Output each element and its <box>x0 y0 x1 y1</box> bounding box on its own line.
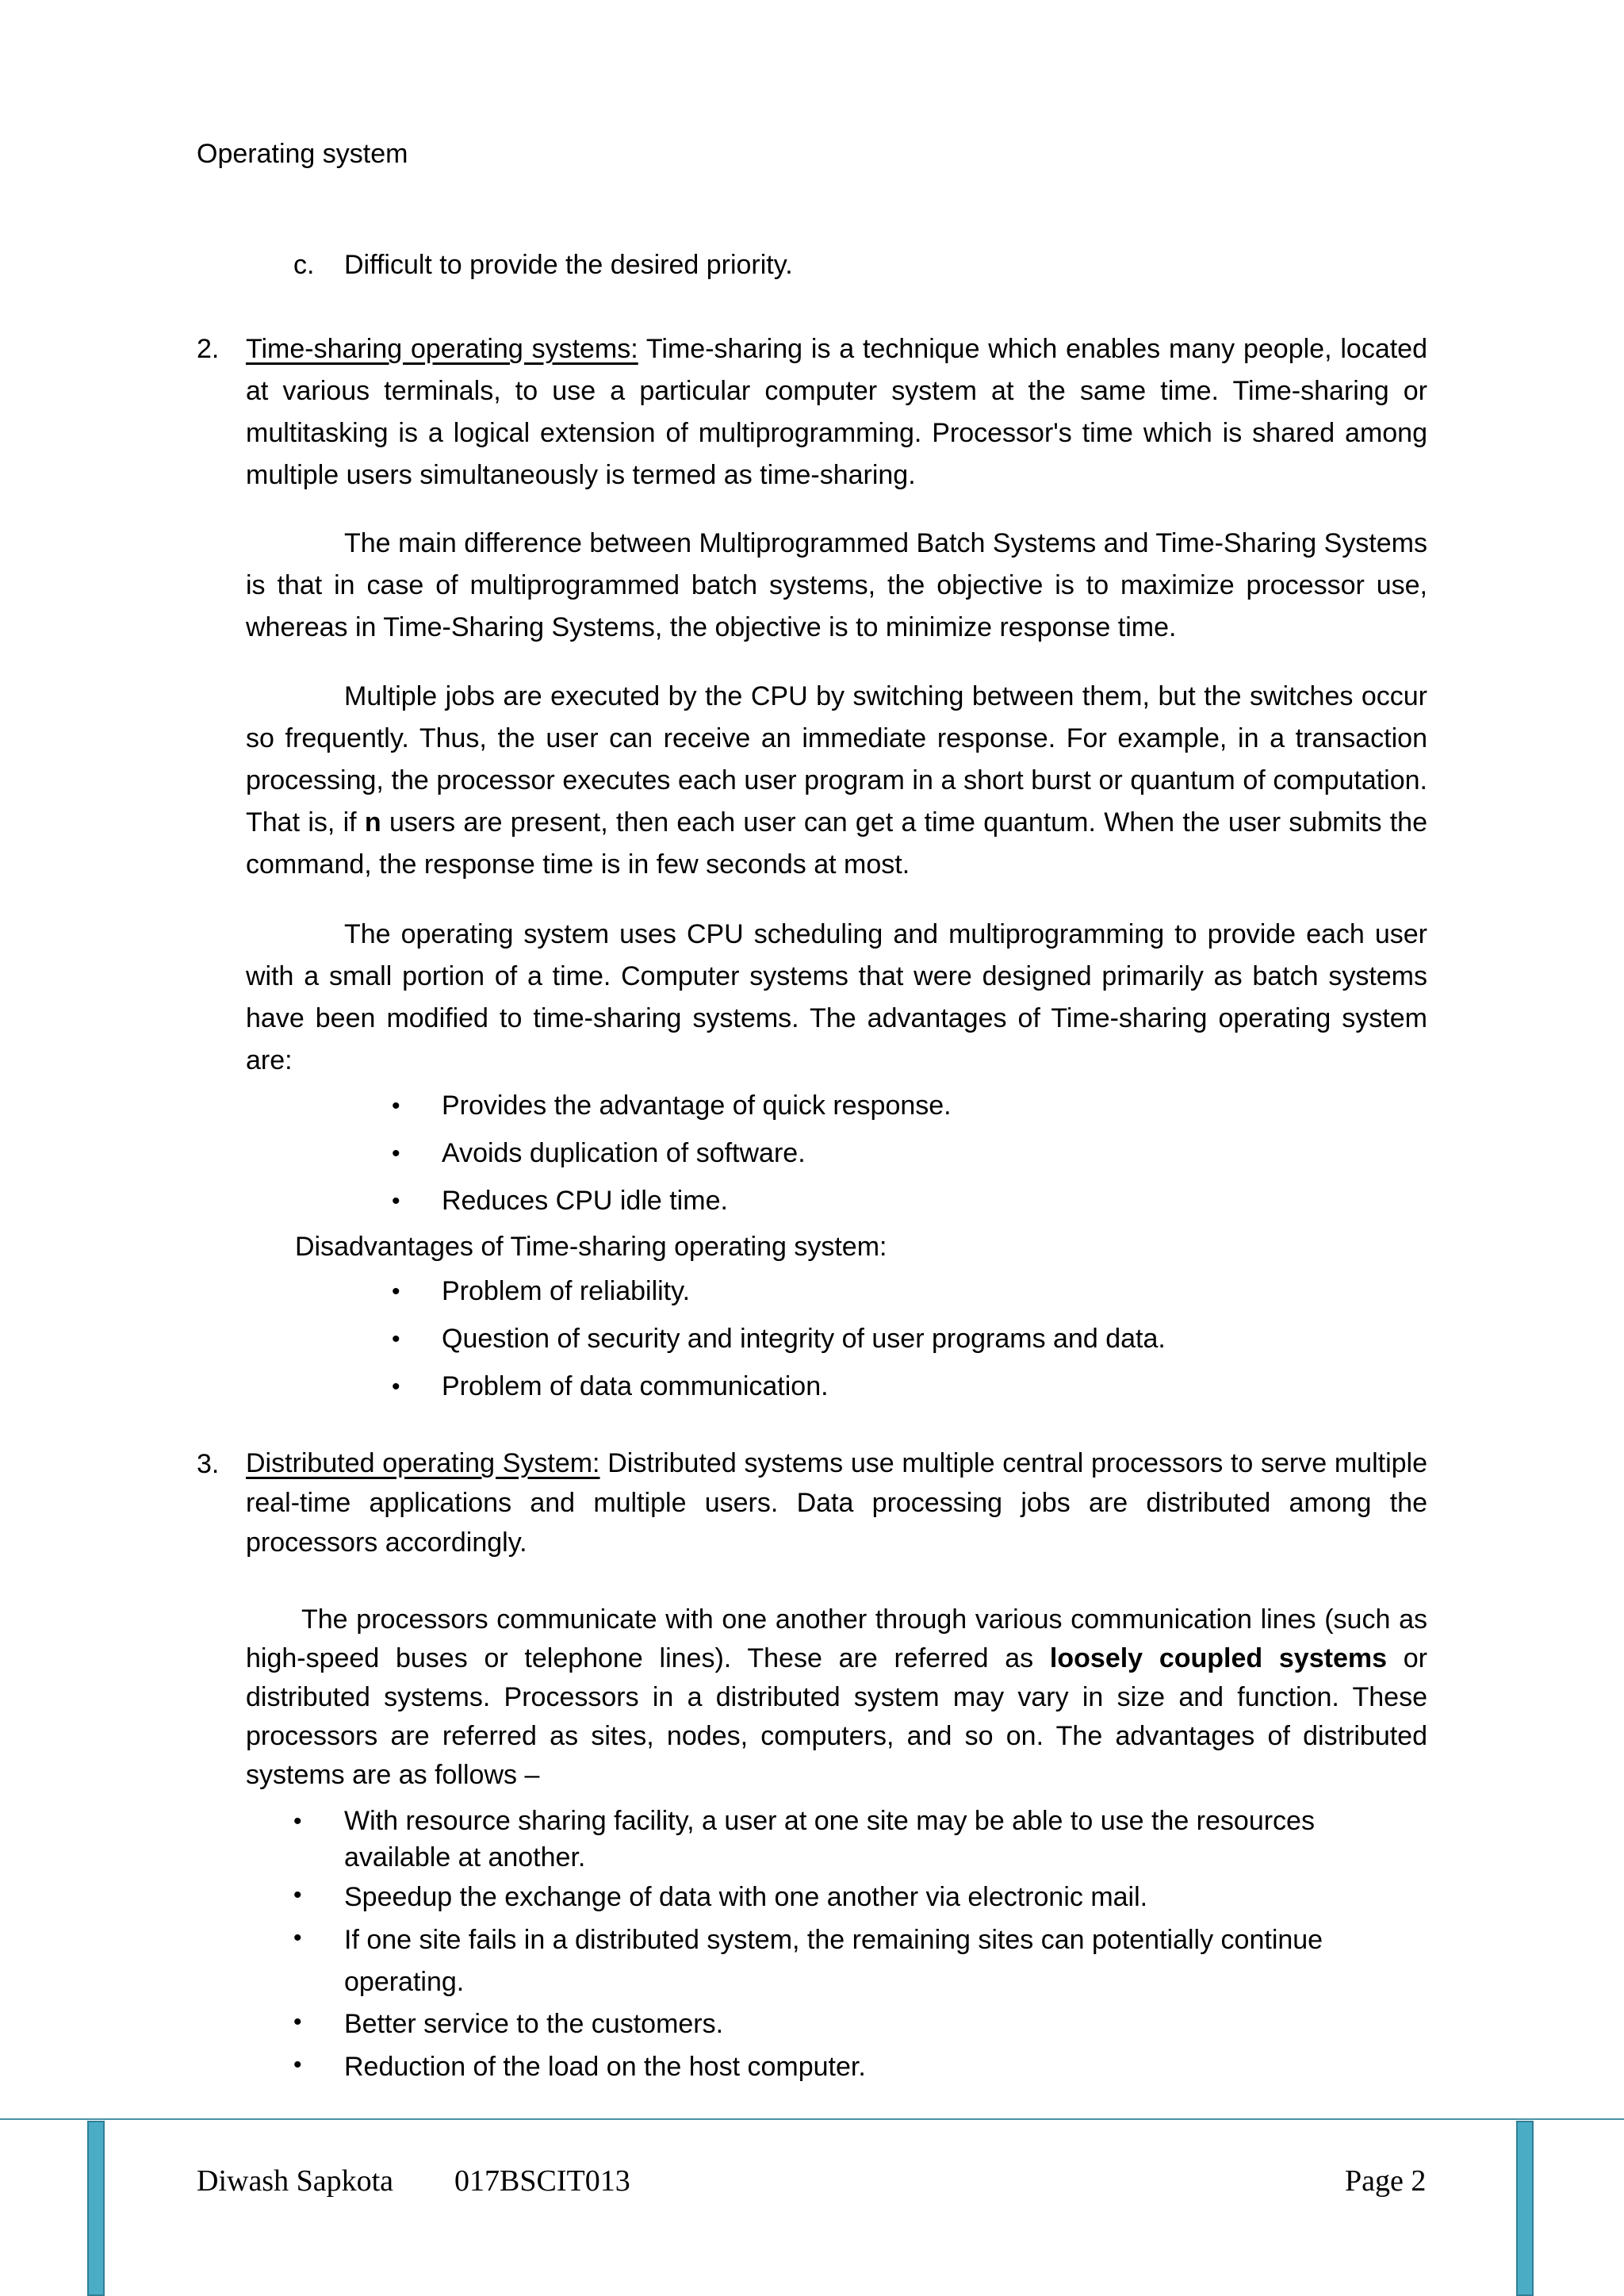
section-3-para-1-text-a: The processors communicate with one another through various communication lines (such as high-speed buses or telephone lines). These are referred as <box>246 1604 1427 1673</box>
section-2-disadvantages-title: Disadvantages of Time-sharing operating system: <box>295 1232 887 1262</box>
bullet-icon: • <box>293 1882 302 1908</box>
section-3-number: 3. <box>197 1449 220 1479</box>
list-item: Problem of data communication. <box>442 1371 829 1401</box>
list-item: With resource sharing facility, a user at one site may be able to use the resources available at another. <box>344 1806 1315 1872</box>
footer-divider <box>0 2118 1624 2120</box>
footer-left-bar <box>87 2121 105 2296</box>
section-2-para-2-text-b: users are present, then each user can get a time quantum. When the user submits the command, the response time is in few seconds at most. <box>246 807 1427 880</box>
list-item: Problem of reliability. <box>442 1276 691 1306</box>
bullet-icon: • <box>392 1374 400 1400</box>
section-2-intro <box>246 328 1427 496</box>
section-2-para-3: The operating system uses CPU scheduling and multiprogramming to provide each user with a small portion of a time. Computer systems that were designed primarily as batch systems have been modified to time-sharing systems. The advantages of Time-sharing operating system are: <box>246 919 1427 1075</box>
list-item: Better service to the customers. <box>344 2009 724 2039</box>
section-3-intro <box>246 1443 1427 1562</box>
list-item: Speedup the exchange of data with one another via electronic mail. <box>344 1882 1148 1912</box>
section-3-para-1 <box>246 1600 1427 1795</box>
item-c-text: Difficult to provide the desired priority. <box>344 250 793 280</box>
section-3-intro-text: Distributed systems use multiple central processors to serve multiple real-time applications and multiple users. Data processing jobs are distributed among the processors accordingly. <box>246 1448 1428 1558</box>
section-3-para-1-bold: loosely coupled systems <box>1049 1643 1388 1673</box>
list-marker-c: c. <box>293 250 315 280</box>
section-2-para-1: The main difference between Multiprogrammed Batch Systems and Time-Sharing Systems is that in case of multiprogrammed batch systems, the objective is to maximize processor use, whereas in Time-Sharing Systems, the objective is to minimize response time. <box>246 528 1427 642</box>
section-2-number: 2. <box>197 334 220 364</box>
bullet-icon: • <box>293 2052 302 2078</box>
section-3-heading: Distributed operating System: <box>246 1448 600 1478</box>
footer-student-id: 017BSCIT013 <box>454 2164 630 2198</box>
bullet-icon: • <box>392 1188 400 1214</box>
page-header-title: Operating system <box>197 139 408 169</box>
list-item: Avoids duplication of software. <box>442 1138 806 1168</box>
section-3-para-1-text-b: or distributed systems. Processors in a distributed system may vary in size and function. These processors are referred as sites, nodes, computers, and so on. The advantages of distributed systems are as follows – <box>246 1643 1427 1790</box>
bullet-icon: • <box>392 1326 400 1352</box>
footer-right-bar <box>1516 2121 1534 2296</box>
list-item: Reduction of the load on the host computer. <box>344 2052 866 2082</box>
footer-author: Diwash Sapkota <box>197 2164 394 2198</box>
bullet-icon: • <box>293 2009 302 2035</box>
section-2-heading: Time-sharing operating systems: <box>246 334 638 364</box>
section-2-intro-text: Time-sharing is a technique which enables many people, located at various terminals, to use a particular computer system at the same time. Time-sharing or multitasking is a logical extension of multiprogramming. Processor's time which is shared among multiple users simultaneously is termed as time-sharing. <box>246 334 1428 490</box>
section-2-para-2-bold: n <box>364 807 381 838</box>
list-item: If one site fails in a distributed system, the remaining sites can potentially continue operating. <box>344 1925 1323 1997</box>
section-2-para-2 <box>246 676 1427 886</box>
bullet-icon: • <box>293 1808 302 1834</box>
bullet-icon: • <box>392 1140 400 1167</box>
list-item: Provides the advantage of quick response. <box>442 1091 952 1121</box>
list-item: Question of security and integrity of user programs and data. <box>442 1324 1166 1354</box>
section-2-para-2-text-a: Multiple jobs are executed by the CPU by switching between them, but the switches occur so frequently. Thus, the user can receive an immediate response. For example, in a transaction processing, the processor executes each user program in a short burst or quantum of computation. That is, if <box>246 681 1427 838</box>
footer-page-number: Page 2 <box>1345 2164 1427 2198</box>
bullet-icon: • <box>293 1925 302 1951</box>
bullet-icon: • <box>392 1093 400 1119</box>
list-item: Reduces CPU idle time. <box>442 1186 728 1216</box>
bullet-icon: • <box>392 1278 400 1305</box>
